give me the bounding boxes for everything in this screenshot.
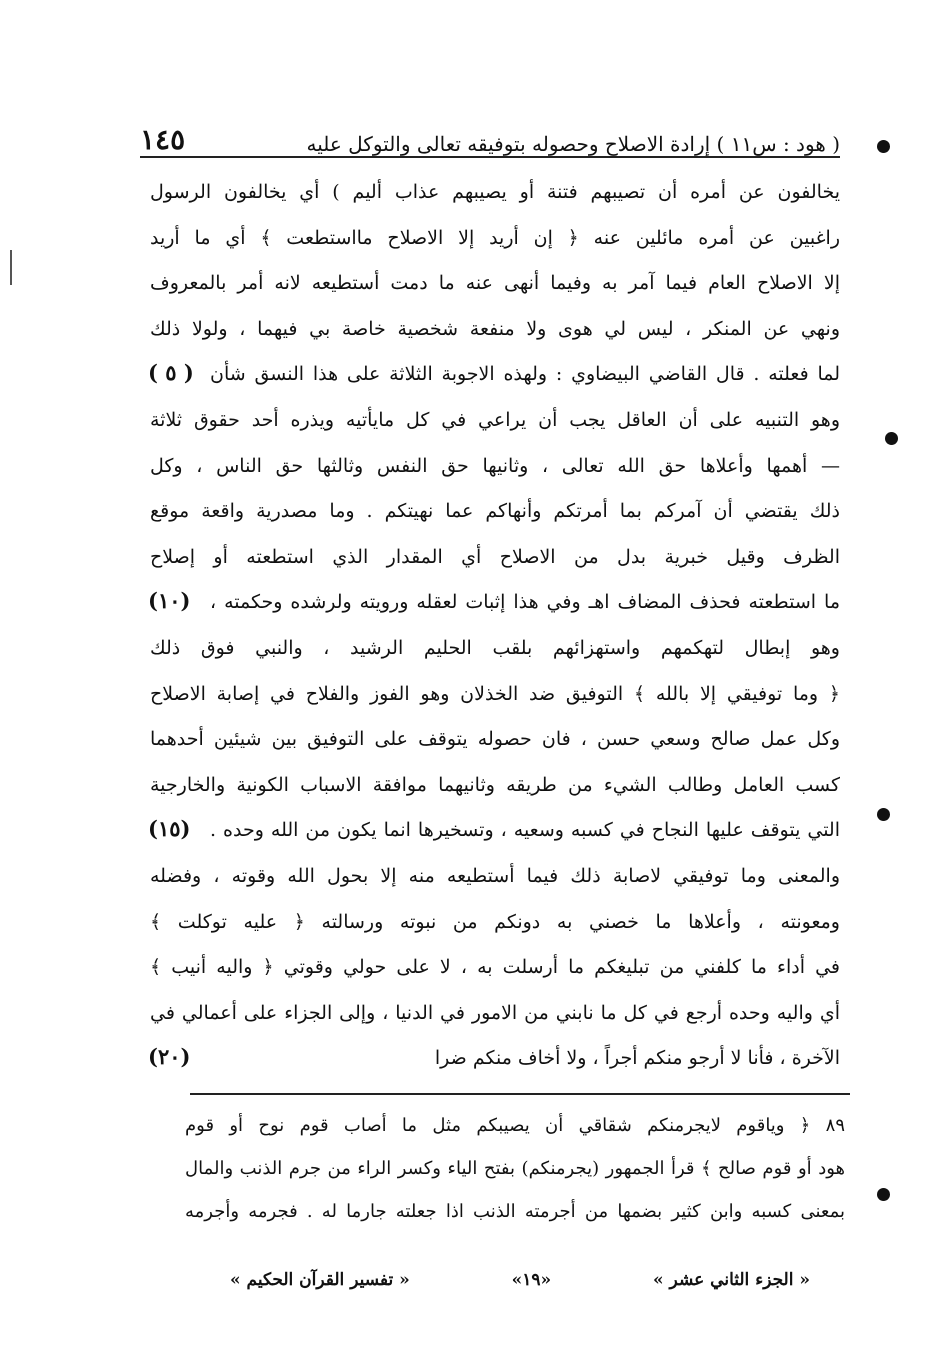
text-line: ومعونته ، وأعلاها ما خصني به دونكم من نبوته ورسالته ﴿ عليه توكلت ﴾: [150, 910, 840, 933]
text-line: وهو التنبيه على أن العاقل يجب أن يراعي في كل مايأتيه ويذره أحد حقوق ثلاثة: [150, 408, 840, 431]
text-line: وكل عمل صالح وسعي حسن ، فان حصوله يتوقف على التوفيق بين شيئين أحدهما: [150, 728, 840, 751]
binder-hole-dot: [885, 432, 898, 445]
text-line: راغبين عن أمره مائلين عنه ﴿ إن أريد إلا الاصلاح مااستطعت ﴾ أي ما أريد: [150, 226, 840, 249]
text-line: كسب العامل وطالب الشيء من طريقه وثانيهما موافقة الاسباب الكونية والخارجية: [150, 773, 840, 796]
text-line: التي يتوقف عليها النجاح في كسبه وسعيه ، وتسخيرها انما يكون من الله وحده .: [210, 819, 840, 842]
body-text: [150, 170, 840, 1082]
text-line: والمعنى وما توفيقي لاصابة ذلك فيما أستطيعه منه إلا بحول الله وقوته ، وفضله: [150, 864, 840, 887]
text-line: ذلك يقتضي أن آمركم بما أمرتكم وأنهاكم عما نهيتكم . وما مصدرية واقعة موقع: [150, 500, 840, 523]
page-footer: [230, 1265, 810, 1295]
line-number-15: (١٥): [148, 816, 191, 841]
line-number-20: (٢٠): [148, 1044, 191, 1069]
page-number: ١٤٥: [140, 123, 186, 156]
footnote-line: بمعنى كسبه وابن كثير بضمها من أجرمته الذنب اذا جعلته جارما له . فجرمه وأجرمه: [185, 1201, 845, 1222]
text-line: وهو إبطال لتهكمهم واستهزائهم بلقب الحليم الرشيد ، والنبي فوق ذلك: [150, 636, 840, 659]
binder-hole-dot: [877, 808, 890, 821]
text-line: ﴿ وما توفيقي إلا بالله ﴾ التوفيق ضد الخذلان وهو الفوز والفلاح في إصابة الاصلاح: [150, 682, 840, 705]
footnote-text: [185, 1104, 845, 1233]
footer-volume: « الجزء الثاني عشر »: [653, 1270, 810, 1290]
text-line: إلا الاصلاح العام فيما آمر به وفيما أنهى عنه ما دمت أستطيعه لانه أمر بالمعروف: [150, 272, 840, 295]
footer-book-title: « تفسير القرآن الحكيم »: [230, 1270, 410, 1290]
footer-part-number: «١٩»: [511, 1270, 552, 1290]
footnote-line: ٨٩ ﴿ وياقوم لايجرمنكم شقاقي أن يصيبكم مثل ما أصاب قوم نوح أو قوم: [185, 1115, 845, 1136]
footnote-divider: [190, 1093, 850, 1095]
text-line: لما فعلته . قال القاضي البيضاوي : ولهذه الاجوبة الثلاثة على هذا النسق شأن: [210, 363, 840, 386]
binder-hole-dot: [877, 140, 890, 153]
line-number-5: ( ٥ ): [148, 360, 194, 385]
margin-mark: [10, 250, 12, 285]
text-line: أي واليه وحده أرجع في كل ما نابني من الامور في الدنيا ، وإلى الجزاء على أعمالي في: [150, 1001, 840, 1024]
page-header: [140, 112, 840, 158]
footnote-line: هود أو قوم صالح ﴾ قرأ الجمهور (يجرمنكم) بفتح الياء وكسر الراء من جرم الذنب والمال: [185, 1158, 845, 1179]
text-line: — أهمها وأعلاها حق الله تعالى ، وثانيها حق النفس وثالثها حق الناس ، وكل: [150, 454, 840, 477]
text-line: ونهي عن المنكر ، ليس لي هوى ولا منفعة شخصية خاصة بي فيهما ، ولولا ذلك: [150, 317, 840, 340]
line-number-10: (١٠): [148, 588, 191, 613]
text-line: الآخرة ، فأنا لا أرجو منكم أجراً ، ولا أخاف منكم ضرا: [434, 1047, 840, 1070]
header-title: ( هود : س١١ ) إرادة الاصلاح وحصوله بتوفيقه تعالى والتوكل عليه: [306, 132, 840, 156]
text-line: يخالفون عن أمره أن تصيبهم فتنة أو يصيبهم عذاب أليم ) أي يخالفون الرسول: [150, 181, 840, 203]
text-line: الظرف وقيل خبرية بدل من الاصلاح أي المقدار الذي استطعته أو إصلاح: [150, 545, 840, 568]
text-line: في أداء ما كلفني من تبليغكم ما أرسلت به ، لا على حولي وقوتي ﴿ واليه أنيب ﴾: [150, 956, 840, 979]
text-line: ما استطعته فحذف المضاف اهـ وفي هذا إثبات لعقله ورويته ولرشده وحكمته ،: [210, 591, 840, 614]
binder-hole-dot: [877, 1188, 890, 1201]
